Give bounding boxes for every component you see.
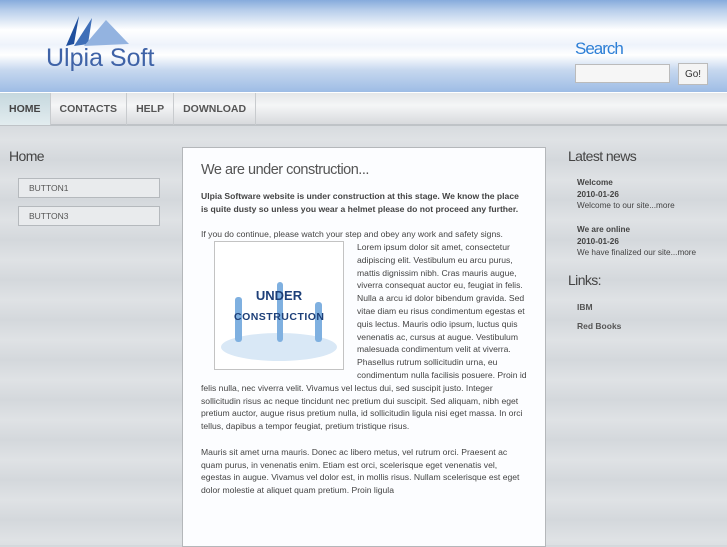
lorem-paragraph-1: Lorem ipsum dolor sit amet, consectetur adipiscing elit. Vestibulum eu arcu purus, mattis dignissim nibh. Cras mauris augue, viverra consequat auctor eu, feugiat in felis. Nulla a arcu id dolor bibendum gravida. Sed vitae diam eu risus condimentum egestas et quis lectus. Mauris odio ipsum, luctus quis venenatis ac, cursus at augue. Vestibulum malesuada condimentum velit at viverra. Phasellus rutrum sollicitudin urna, eu condimentum nulla facilisis posuere. Proin id felis nulla, nec viverra velit. Vivamus vel lectus dui, sed suscipit justo. Integer sollicitudin risus ac neque tincidunt nec pretium dui suscipit. Sed aliquam, nibh eget pretium auctor, augue risus pretium nulla, id sollicitudin ligula nisi eget massa. In orci tellus, dapibus a tempor feugiat, pretium tristique risus. xyxy=(201,241,527,432)
sidebar-button-3[interactable]: BUTTON3 xyxy=(18,206,160,226)
page-title: We are under construction... xyxy=(201,162,369,178)
news-title: Welcome xyxy=(577,178,613,187)
search-go-button[interactable]: Go! xyxy=(678,63,708,85)
link-red-books[interactable]: Red Books xyxy=(577,321,622,331)
news-more-link[interactable]: more xyxy=(677,248,697,257)
nav-download[interactable]: DOWNLOAD xyxy=(174,93,256,125)
nav-contacts[interactable]: CONTACTS xyxy=(51,93,128,125)
svg-text:UNDER: UNDER xyxy=(255,287,303,303)
main-content xyxy=(182,147,546,547)
news-item xyxy=(577,177,675,212)
links-title: Links: xyxy=(568,272,601,288)
news-more-link[interactable]: more xyxy=(656,201,675,210)
news-date: 2010-01-26 xyxy=(577,189,619,199)
under-construction-image xyxy=(214,241,344,370)
link-ibm[interactable]: IBM xyxy=(577,302,593,312)
header xyxy=(0,0,727,92)
latest-news-title: Latest news xyxy=(568,148,637,164)
news-title: We are online xyxy=(577,225,631,234)
news-text: Welcome to our site... xyxy=(577,201,657,210)
main-nav xyxy=(0,92,727,126)
news-date: 2010-01-26 xyxy=(577,236,619,246)
logo-text[interactable]: Ulpia Soft xyxy=(46,44,155,72)
svg-text:CONSTRUCTION: CONSTRUCTION xyxy=(234,310,324,323)
left-sidebar-title: Home xyxy=(9,148,44,164)
lorem-paragraph-2: Mauris sit amet urna mauris. Donec ac libero metus, vel rutrum orci. Praesent ac quam purus, in venenatis enim. Etiam est orci, scelerisque eget venenatis vel, egestas in augue. Vivamus vel dolor est, in mollis risus. Nullam scelerisque est eget dolor molestie at aliquet quam pretium. Proin ligula xyxy=(201,446,520,496)
intro-paragraph: Ulpia Software website is under construction at this stage. We know the place is quite dusty so unless you wear a helmet please do not proceed any further. xyxy=(201,190,519,214)
search-input[interactable] xyxy=(575,64,670,83)
sidebar-button-1[interactable]: BUTTON1 xyxy=(18,178,160,198)
safety-paragraph: If you do continue, please watch your step and obey any work and safety signs. xyxy=(201,229,503,240)
nav-home[interactable]: HOME xyxy=(0,93,51,125)
search-title: Search xyxy=(575,39,623,58)
news-text: We have finalized our site... xyxy=(577,248,678,257)
nav-help[interactable]: HELP xyxy=(127,93,174,125)
news-item xyxy=(577,224,696,259)
